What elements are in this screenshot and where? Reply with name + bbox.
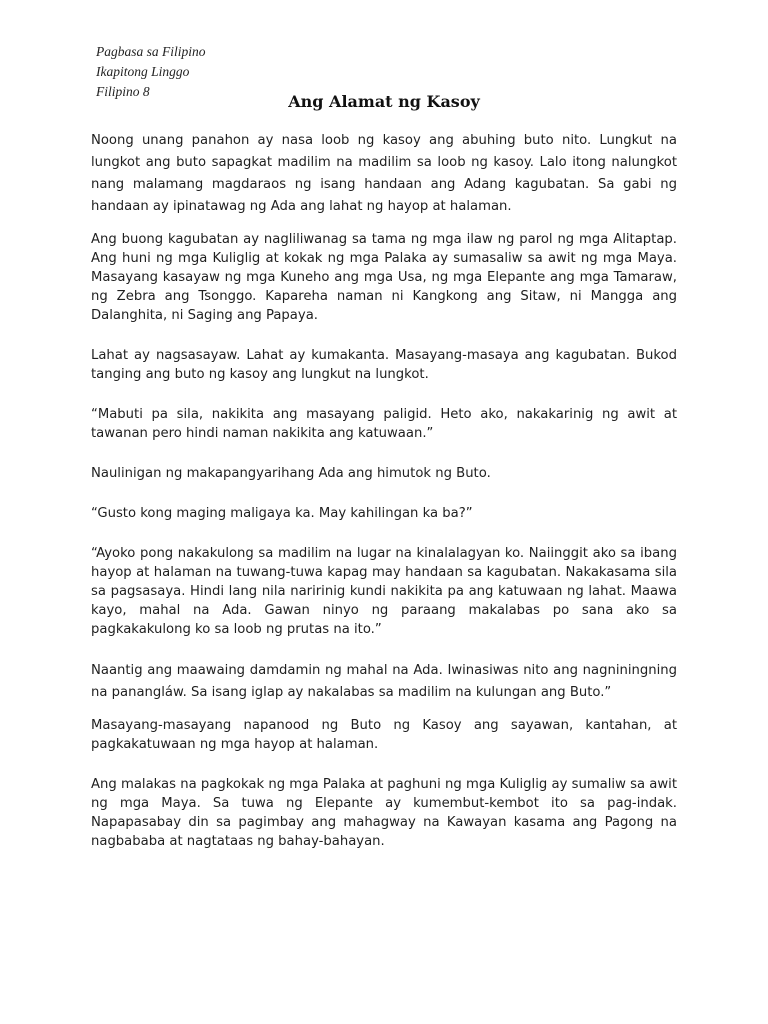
paragraph-2: Ang buong kagubatan ay nagliliwanag sa tama ng mga ilaw ng parol ng mga Alitaptap. Ang huni ng mga Kuliglig at kokak ng mga Palaka ay sumasaliw sa awit ng mga Maya. Masayang kasayaw ng mga Kuneho ang mga Usa, ng mga Elepante ang mga Tamaraw, ng Zebra ang Tsonggo. Kapareha naman ni Kangkong ang Sitaw, ni Mangga ang Dalanghita, ni Saging ang Papaya. bbox=[91, 232, 677, 323]
header-course: Filipino 8 bbox=[96, 84, 150, 99]
paragraph-1: Noong unang panahon ay nasa loob ng kasoy ang abuhing buto nito. Lungkut na lungkot ang buto sapagkat madilim na madilim sa loob ng kasoy. Lalo itong nalungkot nang malamang magdaraos ng isang handaan ang Adang kagubatan. Sa gabi ng handaan ay ipinatawag ng Ada ang lahat ng hayop at halaman. bbox=[91, 133, 677, 214]
paragraph-7: “Ayoko pong nakakulong sa madilim na lugar na kinalalagyan ko. Naiinggit ako sa ibang hayop at halaman na tuwang-tuwa kapag may handaan sa kagubatan. Nakakasama sila sa pagsasaya. Hindi lang nila naririnig kundi nakikita pa ang katuwaan ng lahat. Maawa kayo, mahal na Ada. Gawan ninyo ng paraang makalabas po sana ako sa pagkakakulong ko sa loob ng prutas na ito.” bbox=[91, 546, 677, 637]
paragraph-10: Ang malakas na pagkokak ng mga Palaka at paghuni ng mga Kuliglig ay sumaliw sa awit ng mga Maya. Sa tuwa ng Elepante ay kumembut-kembot ito sa pag-indak. Napapasabay din sa pagimbay ang mahagway na Kawayan kasama ang Pagong na nagbababa at nagtataas ng bahay-bahayan. bbox=[91, 777, 677, 849]
paragraph-5: Naulinigan ng makapangyarihang Ada ang himutok ng Buto. bbox=[91, 466, 491, 481]
page-title: Ang Alamat ng Kasoy bbox=[288, 92, 480, 111]
header-week: Ikapitong Linggo bbox=[96, 64, 190, 79]
paragraph-6: “Gusto kong maging maligaya ka. May kahilingan ka ba?” bbox=[91, 506, 473, 521]
header-subject: Pagbasa sa Filipino bbox=[96, 44, 206, 59]
paragraph-4: “Mabuti pa sila, nakikita ang masayang paligid. Heto ako, nakakarinig ng awit at tawanan pero hindi naman nakikita ang katuwaan.” bbox=[91, 407, 677, 441]
paragraph-9: Masayang-masayang napanood ng Buto ng Kasoy ang sayawan, kantahan, at pagkakatuwaan ng mga hayop at halaman. bbox=[91, 718, 677, 752]
paragraph-3: Lahat ay nagsasayaw. Lahat ay kumakanta. Masayang-masaya ang kagubatan. Bukod tanging ang buto ng kasoy ang lungkut na lungkot. bbox=[91, 348, 677, 382]
paragraph-8: Naantig ang maawaing damdamin ng mahal na Ada. Iwinasiwas nito ang nagniningning na panangláw. Sa isang iglap ay nakalabas sa madilim na kulungan ang Buto.” bbox=[91, 663, 677, 700]
story-body bbox=[91, 130, 677, 851]
